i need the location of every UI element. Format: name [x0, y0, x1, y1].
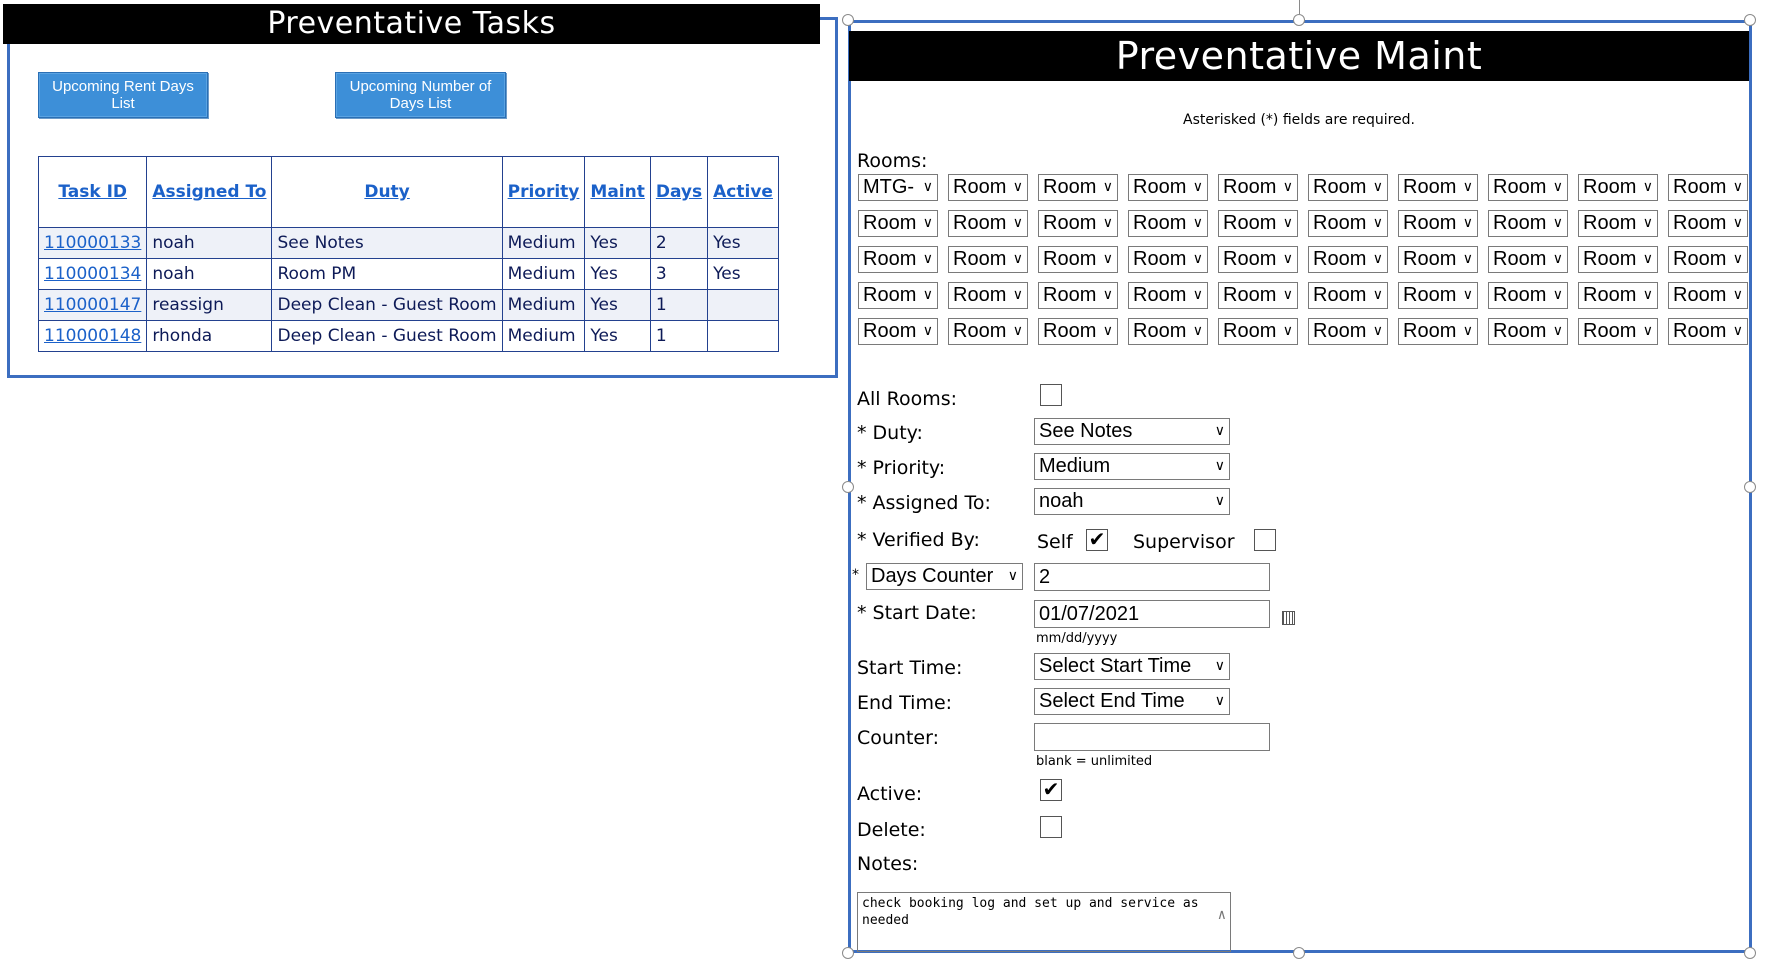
table-cell	[708, 290, 779, 321]
chevron-down-icon: ∨	[1552, 251, 1563, 267]
chevron-down-icon: ∨	[1642, 287, 1653, 303]
resize-handle-middle-left[interactable]	[842, 481, 854, 493]
resize-handle-bottom-center[interactable]	[1293, 947, 1305, 959]
room-select-19[interactable]: Room ∨	[1578, 210, 1658, 237]
duty-label: * Duty:	[857, 422, 923, 444]
chevron-down-icon: ∨	[1192, 215, 1203, 231]
chevron-down-icon: ∨	[1012, 323, 1023, 339]
priority-select[interactable]: Medium ∨	[1034, 453, 1230, 480]
room-select-25[interactable]: Room ∨	[1218, 246, 1298, 273]
tasks-table	[38, 156, 779, 352]
room-select-33[interactable]: Room ∨	[1038, 282, 1118, 309]
chevron-down-icon: ∨	[1732, 287, 1743, 303]
room-select-46[interactable]: Room ∨	[1308, 318, 1388, 345]
chevron-down-icon: ∨	[1732, 179, 1743, 195]
chevron-down-icon: ∨	[1282, 287, 1293, 303]
room-select-4[interactable]: Room ∨	[1128, 174, 1208, 201]
chevron-down-icon: ∨	[1282, 251, 1293, 267]
room-select-28[interactable]: Room ∨	[1488, 246, 1568, 273]
room-select-26[interactable]: Room ∨	[1308, 246, 1388, 273]
self-checkbox[interactable]	[1086, 529, 1108, 551]
start-time-select[interactable]: Select Start Time ∨	[1034, 653, 1230, 680]
table-cell: Deep Clean - Guest Room	[272, 321, 502, 352]
table-cell: 1	[650, 321, 707, 352]
notes-label: Notes:	[857, 853, 919, 875]
maint-panel	[848, 20, 1752, 953]
chevron-down-icon: ∨	[1462, 179, 1473, 195]
resize-handle-bottom-left[interactable]	[842, 947, 854, 959]
room-select-17[interactable]: Room ∨	[1398, 210, 1478, 237]
upcoming-rent-days-button[interactable]: Upcoming Rent Days List	[38, 72, 208, 118]
column-header-active[interactable]: Active	[708, 157, 779, 228]
delete-checkbox[interactable]	[1040, 816, 1062, 838]
room-select-29[interactable]: Room ∨	[1578, 246, 1658, 273]
table-cell: reassign	[147, 290, 272, 321]
room-select-6[interactable]: Room ∨	[1308, 174, 1388, 201]
room-select-7[interactable]: Room ∨	[1398, 174, 1478, 201]
room-select-23[interactable]: Room ∨	[1038, 246, 1118, 273]
counter-type-required-marker: *	[852, 567, 859, 583]
chevron-down-icon: ∨	[1012, 287, 1023, 303]
table-cell: rhonda	[147, 321, 272, 352]
room-select-5[interactable]: Room ∨	[1218, 174, 1298, 201]
chevron-down-icon: ∨	[922, 215, 933, 231]
all-rooms-checkbox[interactable]	[1040, 384, 1062, 406]
room-select-13[interactable]: Room ∨	[1038, 210, 1118, 237]
chevron-down-icon: ∨	[1552, 179, 1563, 195]
counter-input[interactable]	[1034, 723, 1270, 751]
room-select-41[interactable]: Room ∨	[858, 318, 938, 345]
rotate-handle-stem	[1299, 0, 1300, 14]
room-select-27[interactable]: Room ∨	[1398, 246, 1478, 273]
room-select-50[interactable]: Room ∨	[1668, 318, 1748, 345]
table-cell: Medium	[502, 228, 585, 259]
chevron-down-icon: ∨	[1732, 251, 1743, 267]
chevron-down-icon: ∨	[1372, 287, 1383, 303]
task-id-link[interactable]: 110000133	[39, 228, 147, 259]
chevron-down-icon: ∨	[1462, 215, 1473, 231]
active-label: Active:	[857, 783, 923, 805]
resize-handle-top-left[interactable]	[842, 14, 854, 26]
tasks-panel-title: Preventative Tasks	[3, 4, 820, 44]
date-format-hint: mm/dd/yyyy	[1036, 631, 1118, 646]
chevron-down-icon: ∨	[1552, 323, 1563, 339]
table-cell: 2	[650, 228, 707, 259]
table-cell: 1	[650, 290, 707, 321]
table-cell: 3	[650, 259, 707, 290]
chevron-down-icon: ∨	[922, 323, 933, 339]
chevron-down-icon: ∨	[1282, 215, 1293, 231]
notes-text: check booking log and set up and service as needed	[862, 896, 1199, 928]
chevron-down-icon: ∨	[1192, 287, 1203, 303]
room-select-16[interactable]: Room ∨	[1308, 210, 1388, 237]
room-select-40[interactable]: Room ∨	[1668, 282, 1748, 309]
column-header-priority[interactable]: Priority	[502, 157, 585, 228]
chevron-down-icon: ∨	[1372, 179, 1383, 195]
table-header-row	[39, 157, 779, 228]
chevron-down-icon: ∨	[1214, 493, 1225, 509]
resize-handle-middle-right[interactable]	[1744, 481, 1756, 493]
chevron-down-icon: ∨	[1552, 287, 1563, 303]
chevron-down-icon: ∨	[1102, 179, 1113, 195]
table-row	[39, 259, 779, 290]
room-select-24[interactable]: Room ∨	[1128, 246, 1208, 273]
room-select-37[interactable]: Room ∨	[1398, 282, 1478, 309]
chevron-down-icon: ∨	[1012, 179, 1023, 195]
chevron-down-icon: ∨	[1642, 179, 1653, 195]
task-id-link[interactable]: 110000148	[39, 321, 147, 352]
chevron-down-icon: ∨	[1282, 323, 1293, 339]
table-cell: Room PM	[272, 259, 502, 290]
room-select-42[interactable]: Room ∨	[948, 318, 1028, 345]
resize-handle-bottom-right[interactable]	[1744, 947, 1756, 959]
room-select-30[interactable]: Room ∨	[1668, 246, 1748, 273]
chevron-down-icon: ∨	[1102, 215, 1113, 231]
table-cell: Deep Clean - Guest Room	[272, 290, 502, 321]
calendar-icon[interactable]	[1282, 611, 1295, 625]
chevron-down-icon: ∨	[1012, 215, 1023, 231]
chevron-down-icon: ∨	[1462, 251, 1473, 267]
room-select-18[interactable]: Room ∨	[1488, 210, 1568, 237]
table-cell: Yes	[585, 228, 650, 259]
chevron-down-icon: ∨	[1192, 179, 1203, 195]
active-checkbox[interactable]	[1040, 779, 1062, 801]
room-select-15[interactable]: Room ∨	[1218, 210, 1298, 237]
table-cell: See Notes	[272, 228, 502, 259]
room-select-43[interactable]: Room ∨	[1038, 318, 1118, 345]
rooms-label: Rooms:	[857, 150, 928, 172]
chevron-down-icon: ∨	[1372, 215, 1383, 231]
task-id-link[interactable]: 110000147	[39, 290, 147, 321]
table-cell	[708, 321, 779, 352]
self-label: Self	[1037, 531, 1073, 553]
room-select-22[interactable]: Room ∨	[948, 246, 1028, 273]
room-select-47[interactable]: Room ∨	[1398, 318, 1478, 345]
room-select-49[interactable]: Room ∨	[1578, 318, 1658, 345]
room-select-2[interactable]: Room ∨	[948, 174, 1028, 201]
chevron-down-icon: ∨	[1214, 423, 1225, 439]
table-cell: Yes	[585, 321, 650, 352]
room-select-12[interactable]: Room ∨	[948, 210, 1028, 237]
resize-handle-top-center[interactable]	[1293, 14, 1305, 26]
table-row	[39, 321, 779, 352]
room-select-38[interactable]: Room ∨	[1488, 282, 1568, 309]
checkmark-icon: ✔	[1042, 777, 1060, 801]
room-select-39[interactable]: Room ∨	[1578, 282, 1658, 309]
counter-hint: blank = unlimited	[1036, 754, 1153, 769]
chevron-down-icon: ∨	[1102, 323, 1113, 339]
room-select-48[interactable]: Room ∨	[1488, 318, 1568, 345]
room-select-20[interactable]: Room ∨	[1668, 210, 1748, 237]
chevron-down-icon: ∨	[922, 287, 933, 303]
start-date-label: * Start Date:	[857, 602, 977, 624]
table-row	[39, 228, 779, 259]
chevron-down-icon: ∨	[1372, 323, 1383, 339]
room-select-1[interactable]: MTG- ∨	[858, 174, 938, 201]
room-select-8[interactable]: Room ∨	[1488, 174, 1568, 201]
chevron-down-icon: ∨	[1642, 215, 1653, 231]
assigned-to-select[interactable]: noah ∨	[1034, 488, 1230, 515]
maint-panel-title: Preventative Maint	[849, 31, 1749, 81]
chevron-down-icon: ∨	[1462, 323, 1473, 339]
chevron-down-icon: ∨	[1552, 215, 1563, 231]
counter-label: Counter:	[857, 727, 939, 749]
chevron-down-icon: ∨	[1732, 323, 1743, 339]
chevron-down-icon: ∨	[1007, 568, 1018, 584]
chevron-down-icon: ∨	[1214, 693, 1225, 709]
column-header-duty[interactable]: Duty	[272, 157, 502, 228]
column-header-assigned-to[interactable]: Assigned To	[147, 157, 272, 228]
upcoming-number-of-days-button[interactable]: Upcoming Number of Days List	[335, 72, 506, 118]
room-select-11[interactable]: Room ∨	[858, 210, 938, 237]
end-time-label: End Time:	[857, 692, 953, 714]
chevron-down-icon: ∨	[1642, 323, 1653, 339]
room-select-3[interactable]: Room ∨	[1038, 174, 1118, 201]
chevron-down-icon: ∨	[1012, 251, 1023, 267]
counter-type-select[interactable]: Days Counter ∨	[866, 563, 1023, 590]
table-cell: Yes	[708, 228, 779, 259]
start-time-label: Start Time:	[857, 657, 963, 679]
start-date-input[interactable]: 01/07/2021	[1034, 600, 1270, 628]
room-select-44[interactable]: Room ∨	[1128, 318, 1208, 345]
all-rooms-label: All Rooms:	[857, 388, 958, 410]
table-cell: Medium	[502, 259, 585, 290]
chevron-down-icon: ∨	[922, 251, 933, 267]
resize-handle-top-right[interactable]	[1744, 14, 1756, 26]
chevron-down-icon: ∨	[1732, 215, 1743, 231]
column-header-task-id[interactable]: Task ID	[39, 157, 147, 228]
assigned-to-label: * Assigned To:	[857, 492, 991, 514]
counter-type-input[interactable]: 2	[1034, 563, 1270, 591]
duty-select[interactable]: See Notes ∨	[1034, 418, 1230, 445]
supervisor-checkbox[interactable]	[1254, 529, 1276, 551]
chevron-down-icon: ∨	[1462, 287, 1473, 303]
chevron-down-icon: ∨	[1642, 251, 1653, 267]
table-row	[39, 290, 779, 321]
scroll-up-icon[interactable]: ∧	[1217, 907, 1226, 923]
table-cell: noah	[147, 259, 272, 290]
room-select-34[interactable]: Room ∨	[1128, 282, 1208, 309]
column-header-days[interactable]: Days	[650, 157, 707, 228]
room-select-32[interactable]: Room ∨	[948, 282, 1028, 309]
notes-textarea[interactable]	[857, 892, 1231, 952]
supervisor-label: Supervisor	[1133, 531, 1235, 553]
room-select-9[interactable]: Room ∨	[1578, 174, 1658, 201]
chevron-down-icon: ∨	[1214, 658, 1225, 674]
required-fields-note: Asterisked (*) fields are required.	[1183, 112, 1415, 128]
column-header-maint[interactable]: Maint	[585, 157, 650, 228]
table-cell: Medium	[502, 290, 585, 321]
room-select-21[interactable]: Room ∨	[858, 246, 938, 273]
delete-label: Delete:	[857, 819, 926, 841]
chevron-down-icon: ∨	[1102, 251, 1113, 267]
room-select-10[interactable]: Room ∨	[1668, 174, 1748, 201]
checkmark-icon: ✔	[1088, 527, 1106, 551]
room-select-45[interactable]: Room ∨	[1218, 318, 1298, 345]
chevron-down-icon: ∨	[1282, 179, 1293, 195]
chevron-down-icon: ∨	[1214, 458, 1225, 474]
chevron-down-icon: ∨	[1192, 323, 1203, 339]
room-select-35[interactable]: Room ∨	[1218, 282, 1298, 309]
table-cell: Yes	[585, 290, 650, 321]
end-time-select[interactable]: Select End Time ∨	[1034, 688, 1230, 715]
room-select-14[interactable]: Room ∨	[1128, 210, 1208, 237]
room-select-36[interactable]: Room ∨	[1308, 282, 1388, 309]
room-select-31[interactable]: Room ∨	[858, 282, 938, 309]
chevron-down-icon: ∨	[1102, 287, 1113, 303]
task-id-link[interactable]: 110000134	[39, 259, 147, 290]
priority-label: * Priority:	[857, 457, 946, 479]
table-cell: Yes	[708, 259, 779, 290]
chevron-down-icon: ∨	[1372, 251, 1383, 267]
chevron-down-icon: ∨	[1192, 251, 1203, 267]
chevron-down-icon: ∨	[922, 179, 933, 195]
table-cell: Yes	[585, 259, 650, 290]
table-cell: Medium	[502, 321, 585, 352]
verified-by-label: * Verified By:	[857, 529, 980, 551]
table-cell: noah	[147, 228, 272, 259]
